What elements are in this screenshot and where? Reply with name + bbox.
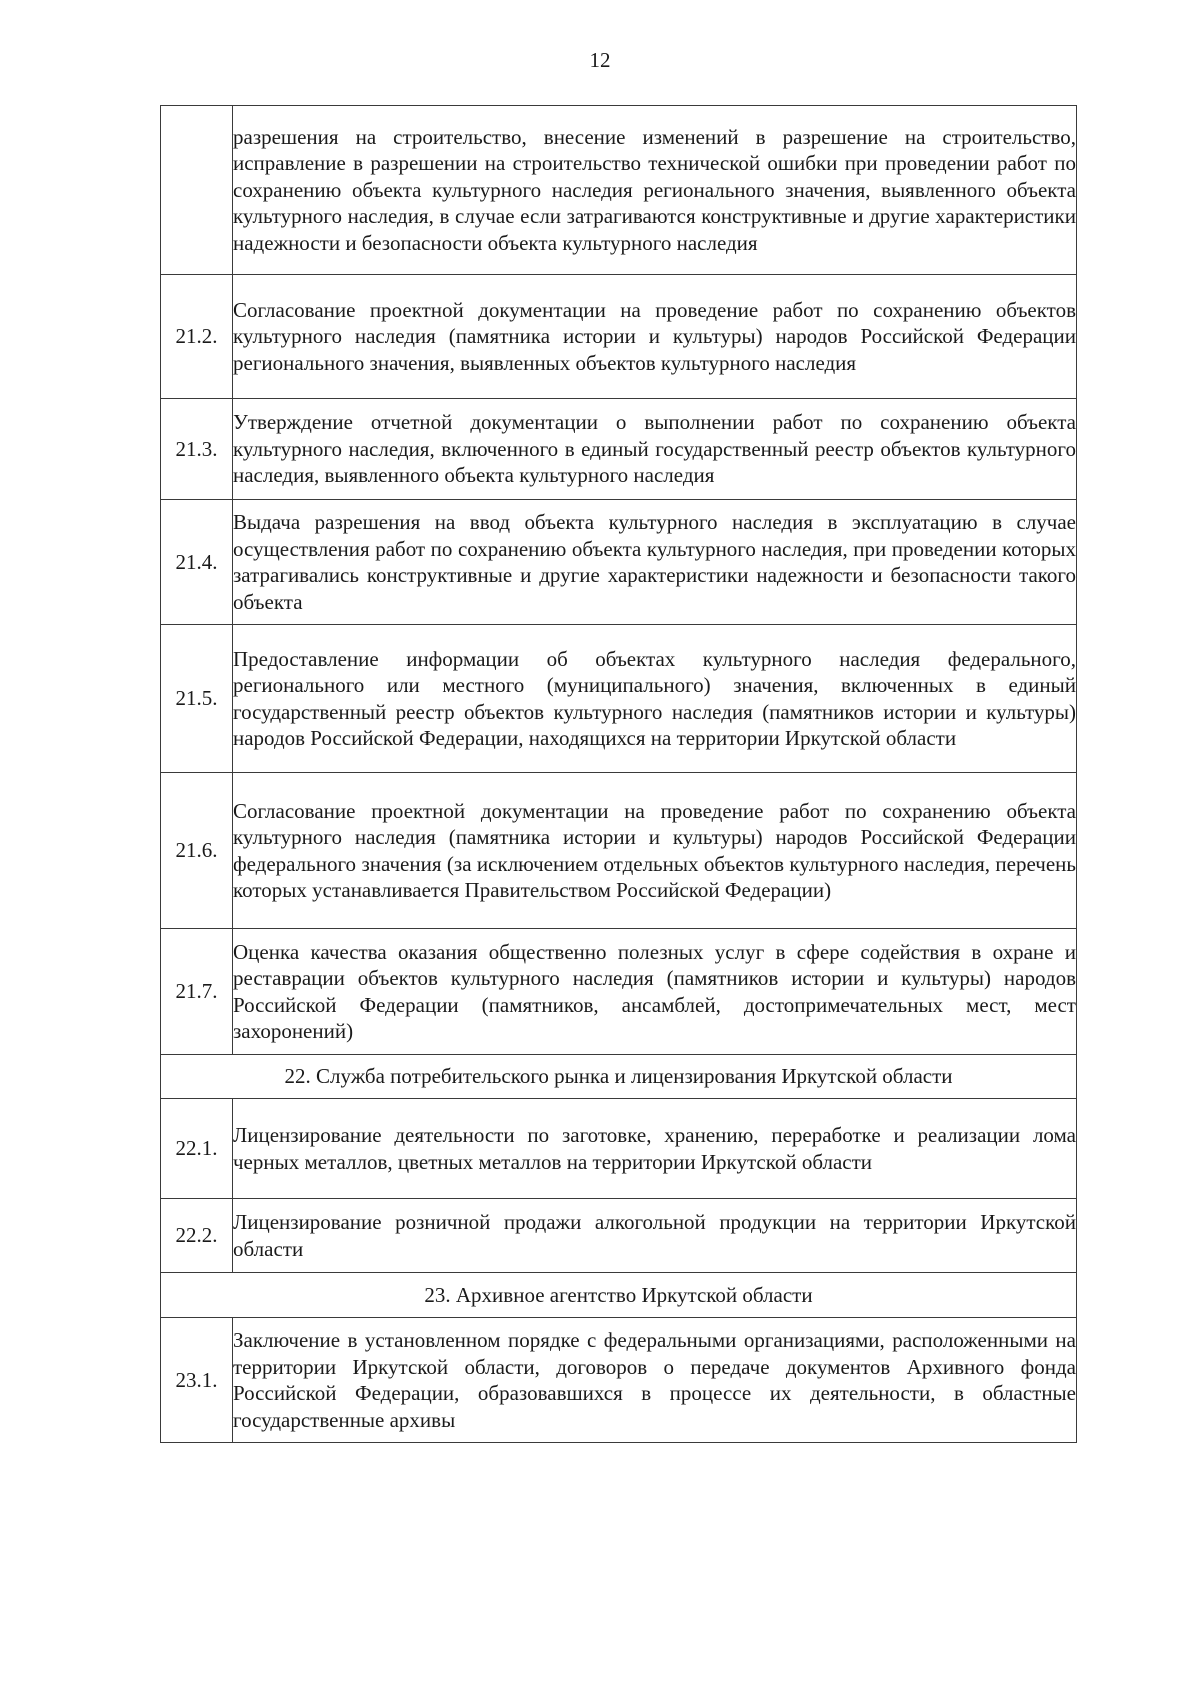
row-number: 21.2. [161,275,233,399]
table-row [161,1099,1077,1199]
page-number: 12 [589,48,611,72]
row-text: Согласование проектной документации на проведение работ по сохранению объекта культурного наследия (памятника истории и культуры) народов Российской Федерации федерального значения (за исключением отдельных объектов культурного наследия, перечень которых устанавливается Правительством Российской Федерации) [233,773,1077,929]
row-number: 23.1. [161,1318,233,1443]
row-number: 21.7. [161,929,233,1055]
row-text: разрешения на строительство, внесение изменений в разрешение на строительство, исправление в разрешении на строительство технической ошибки при проведении работ по сохранению объекта культурного наследия регионального значения, выявленного объекта культурного наследия, в случае если затрагиваются конструктивные и другие характеристики надежности и безопасности объекта культурного наследия [233,106,1077,275]
row-text: Заключение в установленном порядке с федеральными организациями, расположенными на территории Иркутской области, договоров о передаче документов Архивного фонда Российской Федерации, образовавшихся в процессе их деятельности, в областные государственные архивы [233,1318,1077,1443]
row-text: Лицензирование розничной продажи алкогольной продукции на территории Иркутской области [233,1199,1077,1273]
table-row [161,106,1077,275]
section-row [161,1273,1077,1318]
table-row [161,275,1077,399]
row-number: 21.3. [161,399,233,500]
row-number: 21.4. [161,500,233,625]
table-row [161,773,1077,929]
table-row [161,625,1077,773]
row-text: Лицензирование деятельности по заготовке, хранению, переработке и реализации лома черных металлов, цветных металлов на территории Иркутской области [233,1099,1077,1199]
functions-table [160,105,1077,1443]
table-row [161,1199,1077,1273]
table-row [161,1318,1077,1443]
section-row [161,1055,1077,1099]
row-number: 21.5. [161,625,233,773]
row-number: 21.6. [161,773,233,929]
table-row [161,500,1077,625]
row-text: Выдача разрешения на ввод объекта культурного наследия в эксплуатацию в случае осуществления работ по сохранению объекта культурного наследия, при проведении которых затрагивались конструктивные и другие характеристики надежности и безопасности такого объекта [233,500,1077,625]
section-heading: 22. Служба потребительского рынка и лицензирования Иркутской области [161,1055,1077,1099]
table-row [161,929,1077,1055]
row-text: Согласование проектной документации на проведение работ по сохранению объектов культурного наследия (памятника истории и культуры) народов Российской Федерации регионального значения, выявленных объектов культурного наследия [233,275,1077,399]
row-number: 22.1. [161,1099,233,1199]
row-number [161,106,233,275]
row-text: Утверждение отчетной документации о выполнении работ по сохранению объекта культурного наследия, включенного в единый государственный реестр объектов культурного наследия, выявленного объекта культурного наследия [233,399,1077,500]
section-heading: 23. Архивное агентство Иркутской области [161,1273,1077,1318]
row-text: Предоставление информации об объектах культурного наследия федерального, регионального или местного (муниципального) значения, включенных в единый государственный реестр объектов культурного наследия (памятников истории и культуры) народов Российской Федерации, находящихся на территории Иркутской области [233,625,1077,773]
table-row [161,399,1077,500]
row-text: Оценка качества оказания общественно полезных услуг в сфере содействия в охране и реставрации объектов культурного наследия (памятников истории и культуры) народов Российской Федерации (памятников, ансамблей, достопримечательных мест, мест захоронений) [233,929,1077,1055]
row-number: 22.2. [161,1199,233,1273]
